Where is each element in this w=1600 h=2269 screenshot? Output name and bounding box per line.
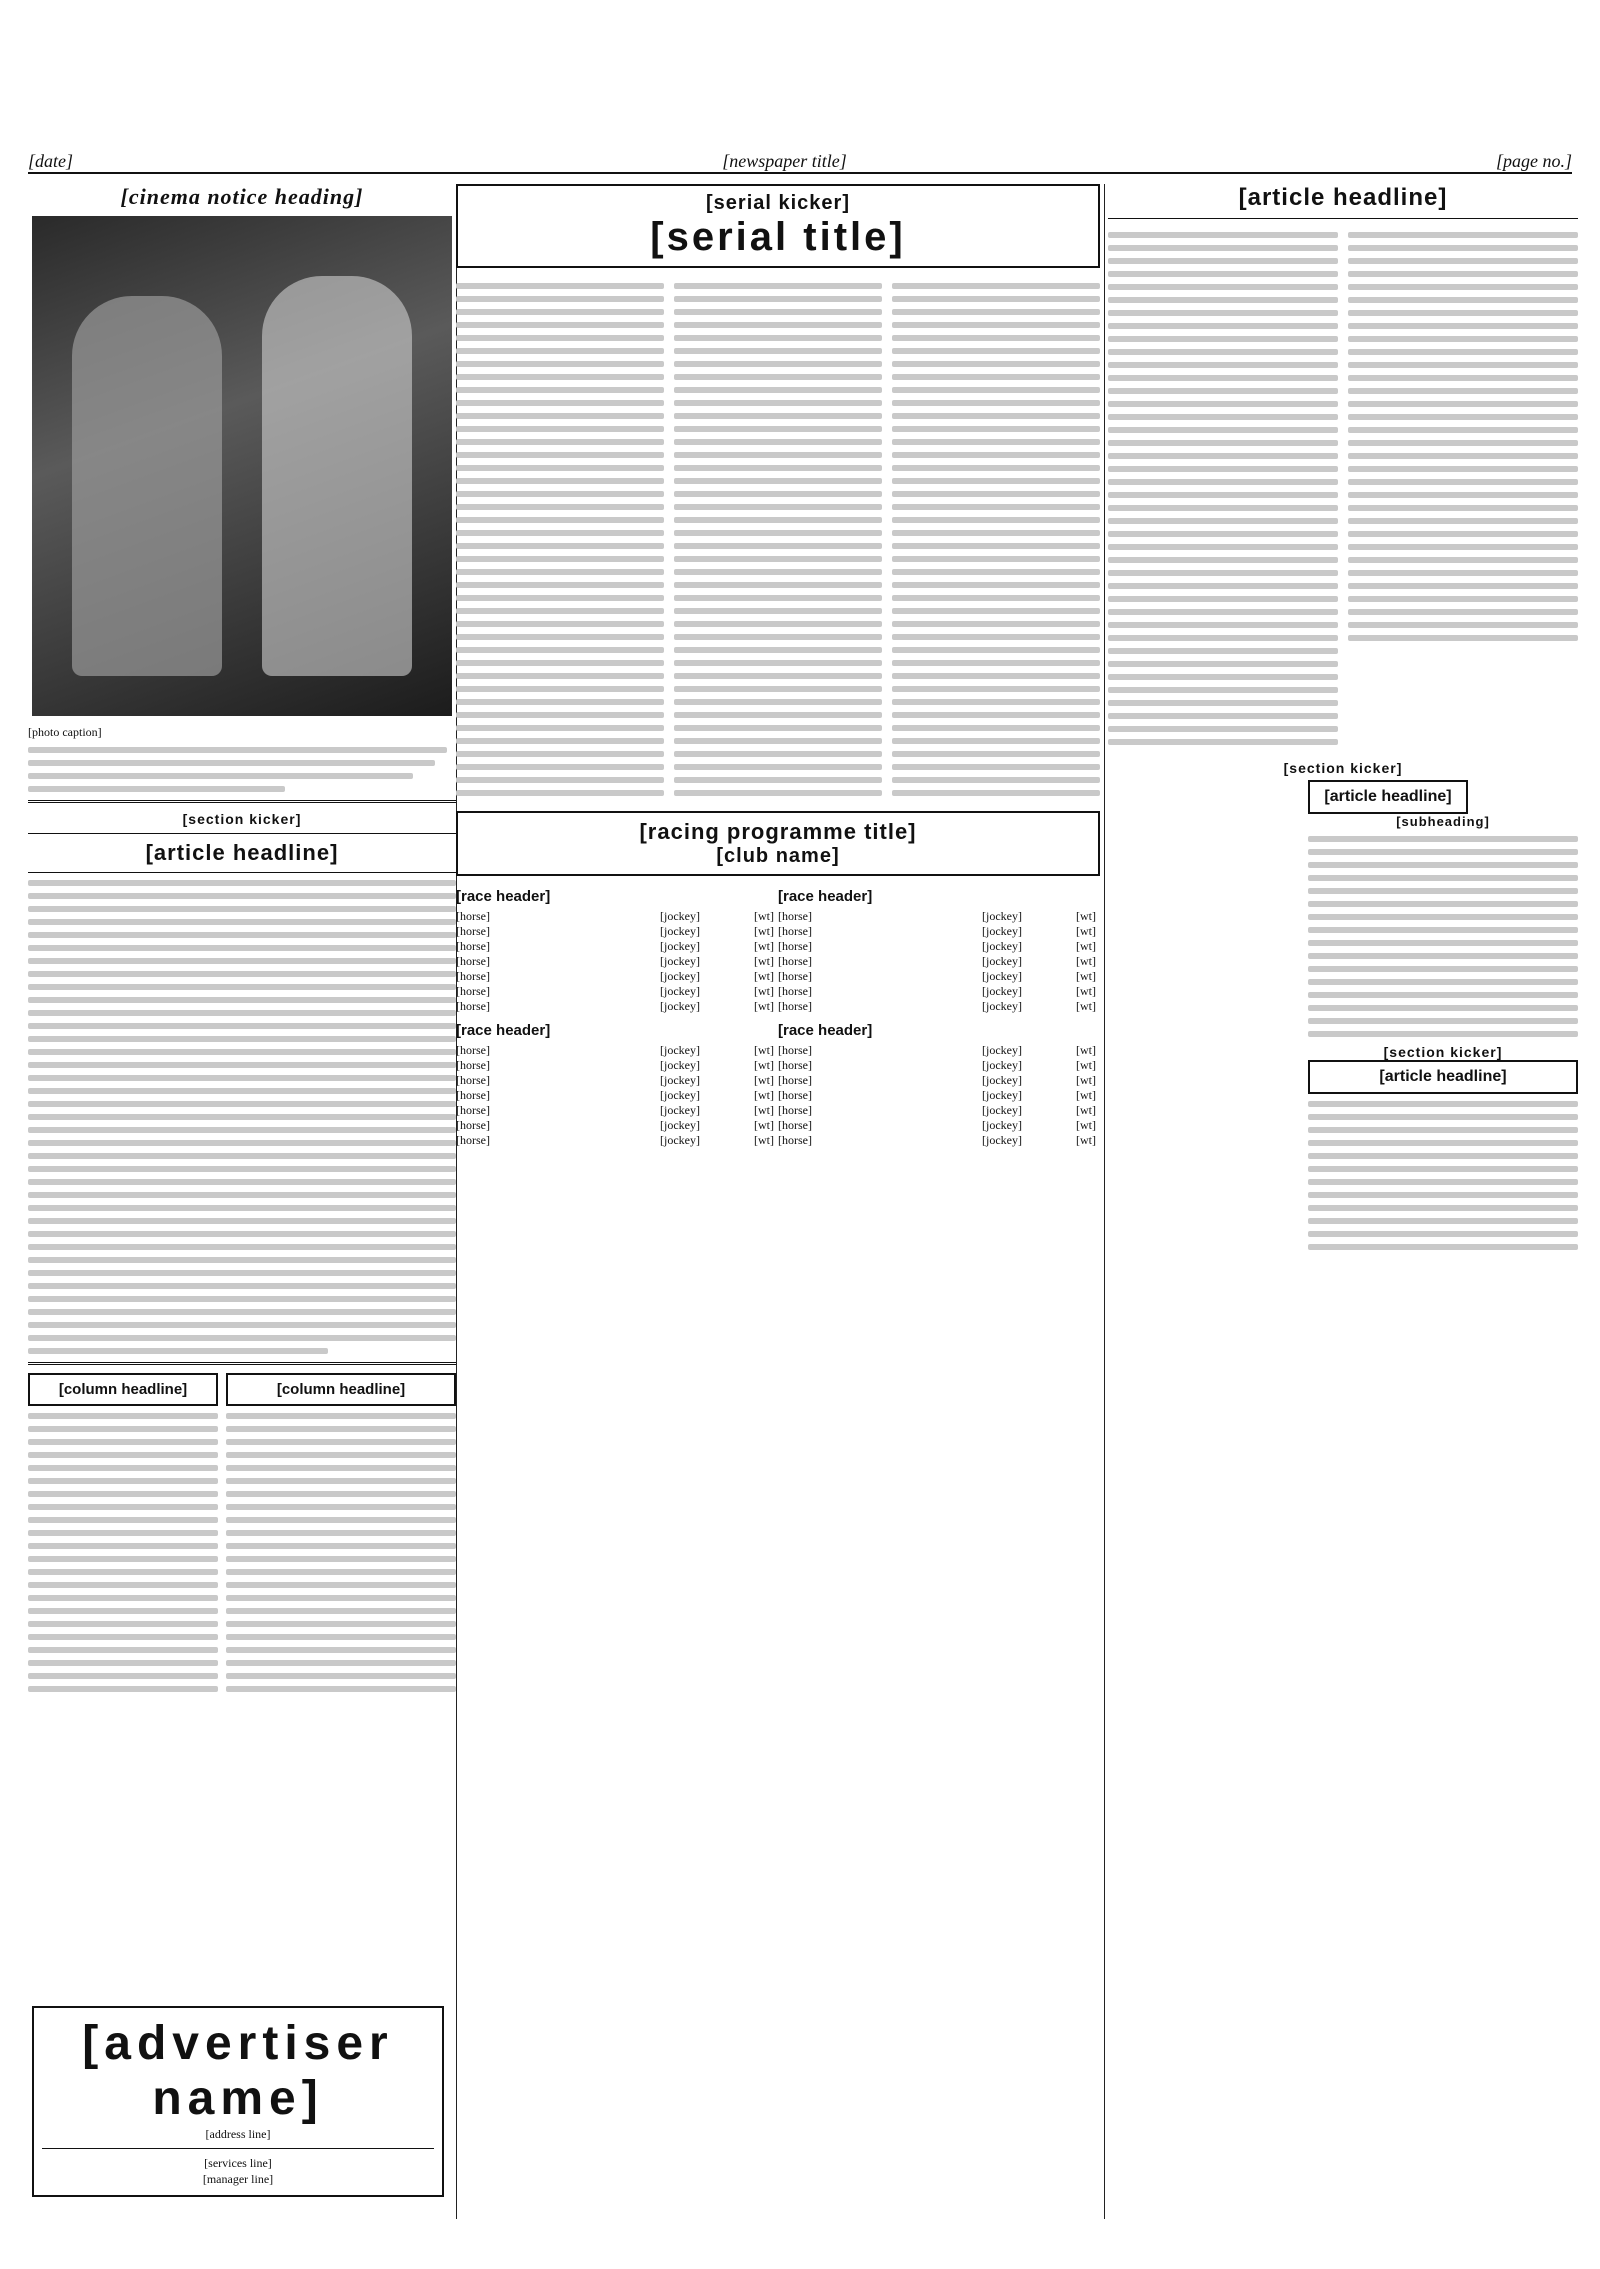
science-headline: [article headline]: [145, 840, 339, 865]
entry-wt: [wt]: [1076, 999, 1096, 1013]
race-header: [race header]: [778, 888, 873, 905]
entry-horse: [horse]: [456, 969, 490, 983]
race-entry: [456, 939, 774, 954]
entry-horse: [horse]: [456, 909, 490, 923]
entry-jockey: [jockey]: [982, 939, 1022, 953]
race-entry: [456, 999, 774, 1014]
film-photo: [32, 216, 452, 716]
entry-jockey: [jockey]: [660, 924, 700, 938]
entry-horse: [horse]: [456, 1058, 490, 1072]
race-entry: [456, 969, 774, 984]
header-paper: [newspaper title]: [722, 151, 847, 171]
column-right: [1108, 184, 1578, 2219]
column-headline: [column headline]: [28, 1373, 218, 1406]
race-entry: [456, 909, 774, 924]
entry-horse: [horse]: [778, 1118, 812, 1132]
entry-jockey: [jockey]: [660, 1133, 700, 1147]
entry-horse: [horse]: [456, 999, 490, 1013]
exhibit-kicker: [section kicker]: [1283, 760, 1403, 776]
caption-text: [28, 747, 456, 792]
race-entry: [778, 924, 1096, 939]
race-entry: [456, 1118, 774, 1133]
entry-jockey: [jockey]: [660, 1058, 700, 1072]
goya-headline: [article headline]: [1238, 184, 1448, 211]
entry-horse: [horse]: [456, 1118, 490, 1132]
entry-wt: [wt]: [754, 1043, 774, 1057]
entry-wt: [wt]: [1076, 1088, 1096, 1102]
entry-horse: [horse]: [456, 1088, 490, 1102]
ad-manager: [manager line]: [202, 2172, 274, 2186]
race-block: [778, 1014, 1100, 1148]
advertisement: [28, 1996, 448, 2207]
cinema-heading: [cinema notice heading]: [120, 184, 364, 209]
entry-wt: [wt]: [1076, 954, 1096, 968]
entry-jockey: [jockey]: [982, 1118, 1022, 1132]
entry-horse: [horse]: [456, 1133, 490, 1147]
entry-horse: [horse]: [778, 984, 812, 998]
header-page: [page no.]: [1496, 151, 1572, 171]
entry-wt: [wt]: [754, 924, 774, 938]
entry-jockey: [jockey]: [660, 1103, 700, 1117]
entry-wt: [wt]: [754, 984, 774, 998]
race-entry: [778, 1043, 1096, 1058]
entry-horse: [horse]: [778, 1058, 812, 1072]
entry-horse: [horse]: [778, 999, 812, 1013]
column-left: [28, 184, 456, 2219]
race-entry: [456, 1133, 774, 1148]
race-entry: [456, 954, 774, 969]
serial-kicker: [serial kicker]: [706, 192, 850, 214]
serial-title: [serial title]: [650, 215, 906, 259]
race-entry: [456, 984, 774, 999]
race-entry: [778, 1103, 1096, 1118]
entry-wt: [wt]: [754, 1088, 774, 1102]
racing-title: [racing programme title]: [639, 819, 917, 844]
entry-horse: [horse]: [778, 939, 812, 953]
race-entry: [778, 984, 1096, 999]
entry-wt: [wt]: [754, 1133, 774, 1147]
entry-jockey: [jockey]: [982, 969, 1022, 983]
race-entry: [778, 1118, 1096, 1133]
entry-jockey: [jockey]: [660, 1073, 700, 1087]
entry-wt: [wt]: [1076, 909, 1096, 923]
exhibit-subheading: [subheading]: [1396, 814, 1490, 829]
race-entry: [778, 1088, 1096, 1103]
race-entry: [456, 1103, 774, 1118]
column-center: [456, 184, 1100, 2219]
race-entry: [778, 1058, 1096, 1073]
race-header: [race header]: [456, 1022, 551, 1039]
entry-wt: [wt]: [754, 909, 774, 923]
entry-horse: [horse]: [456, 1073, 490, 1087]
race-entry: [778, 939, 1096, 954]
column-rule: [1104, 184, 1105, 2219]
ad-services: [services line]: [204, 2156, 272, 2170]
entry-jockey: [jockey]: [660, 1043, 700, 1057]
entry-jockey: [jockey]: [660, 1088, 700, 1102]
science-kicker: [section kicker]: [182, 811, 302, 827]
entry-wt: [wt]: [754, 939, 774, 953]
race-entry: [456, 1058, 774, 1073]
race-entry: [778, 954, 1096, 969]
entry-wt: [wt]: [1076, 1103, 1096, 1117]
entry-jockey: [jockey]: [982, 1043, 1022, 1057]
entry-horse: [horse]: [778, 969, 812, 983]
entry-jockey: [jockey]: [982, 924, 1022, 938]
entry-jockey: [jockey]: [982, 984, 1022, 998]
entry-jockey: [jockey]: [982, 909, 1022, 923]
entry-wt: [wt]: [754, 1118, 774, 1132]
entry-jockey: [jockey]: [660, 969, 700, 983]
race-header: [race header]: [778, 1022, 873, 1039]
entry-jockey: [jockey]: [660, 954, 700, 968]
entry-horse: [horse]: [778, 1088, 812, 1102]
race-header: [race header]: [456, 888, 551, 905]
column-headline: [column headline]: [226, 1373, 456, 1406]
entry-wt: [wt]: [754, 969, 774, 983]
race-block: [456, 1014, 778, 1148]
entry-horse: [horse]: [456, 1043, 490, 1057]
entry-horse: [horse]: [456, 939, 490, 953]
entry-wt: [wt]: [754, 1103, 774, 1117]
race-entry: [778, 969, 1096, 984]
science-body: [28, 880, 456, 1354]
entry-horse: [horse]: [778, 1103, 812, 1117]
race-entry: [778, 909, 1096, 924]
race-entry: [456, 924, 774, 939]
entry-horse: [horse]: [778, 954, 812, 968]
entry-horse: [horse]: [456, 924, 490, 938]
entry-jockey: [jockey]: [982, 1073, 1022, 1087]
race-block: [456, 880, 778, 1014]
racing-club: [club name]: [716, 845, 840, 867]
race-entry: [778, 1073, 1096, 1088]
entry-jockey: [jockey]: [660, 984, 700, 998]
entry-horse: [horse]: [778, 1133, 812, 1147]
entry-wt: [wt]: [1076, 984, 1096, 998]
entry-wt: [wt]: [1076, 969, 1096, 983]
entry-jockey: [jockey]: [982, 954, 1022, 968]
entry-jockey: [jockey]: [982, 1058, 1022, 1072]
ad-title: [advertiser name]: [82, 2017, 394, 2125]
entry-jockey: [jockey]: [660, 939, 700, 953]
entry-jockey: [jockey]: [660, 999, 700, 1013]
race-entry: [456, 1088, 774, 1103]
entry-horse: [horse]: [456, 984, 490, 998]
entry-horse: [horse]: [778, 909, 812, 923]
race-entry: [456, 1043, 774, 1058]
entry-horse: [horse]: [456, 1103, 490, 1117]
race-entry: [456, 1073, 774, 1088]
entry-wt: [wt]: [1076, 1118, 1096, 1132]
entry-jockey: [jockey]: [660, 909, 700, 923]
entry-jockey: [jockey]: [660, 1118, 700, 1132]
entry-wt: [wt]: [1076, 1058, 1096, 1072]
entry-horse: [horse]: [778, 924, 812, 938]
entry-wt: [wt]: [754, 999, 774, 1013]
entry-wt: [wt]: [754, 1073, 774, 1087]
entry-horse: [horse]: [456, 954, 490, 968]
entry-wt: [wt]: [754, 1058, 774, 1072]
ad-address: [address line]: [205, 2127, 271, 2141]
entry-jockey: [jockey]: [982, 999, 1022, 1013]
race-entry: [778, 1133, 1096, 1148]
photo-caption: [photo caption]: [28, 725, 102, 739]
entry-jockey: [jockey]: [982, 1103, 1022, 1117]
race-block: [778, 880, 1100, 1014]
entry-wt: [wt]: [1076, 1073, 1096, 1087]
entry-wt: [wt]: [1076, 939, 1096, 953]
entry-wt: [wt]: [1076, 1043, 1096, 1057]
tourism-headline: [article headline]: [1308, 1060, 1578, 1094]
page-header: [28, 144, 1572, 174]
entry-jockey: [jockey]: [982, 1088, 1022, 1102]
entry-wt: [wt]: [1076, 924, 1096, 938]
tourism-kicker: [section kicker]: [1383, 1044, 1503, 1060]
race-entry: [778, 999, 1096, 1014]
entry-jockey: [jockey]: [982, 1133, 1022, 1147]
entry-horse: [horse]: [778, 1043, 812, 1057]
exhibit-headline: [article headline]: [1308, 780, 1468, 814]
entry-horse: [horse]: [778, 1073, 812, 1087]
race-programme: [456, 880, 1100, 1148]
entry-wt: [wt]: [1076, 1133, 1096, 1147]
header-date: [date]: [28, 151, 73, 171]
entry-wt: [wt]: [754, 954, 774, 968]
